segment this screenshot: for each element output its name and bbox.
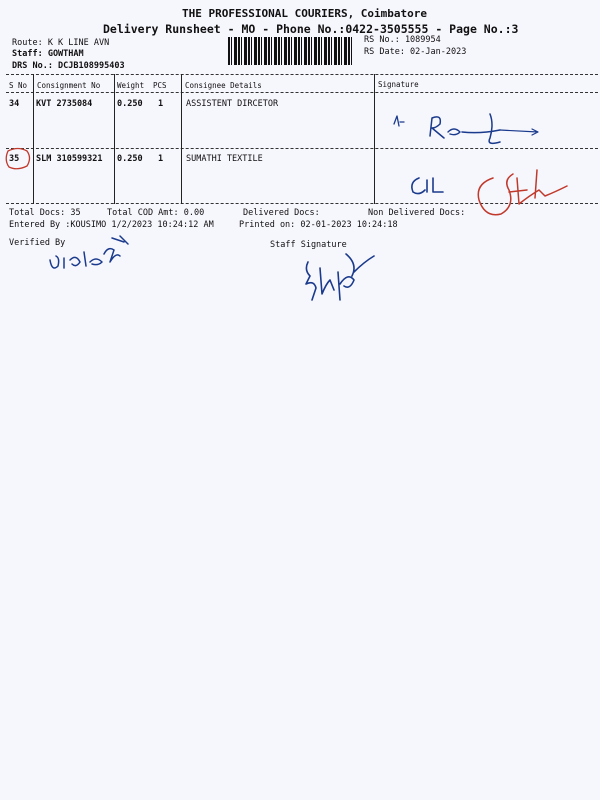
drs-number: DRS No.: DCJB108995403 [12, 61, 125, 71]
col-header-sno: S No [9, 81, 28, 90]
row-consignee: ASSISTENT DIRCETOR [186, 99, 279, 109]
row-weight: 0.250 [117, 154, 143, 164]
company-title: THE PROFESSIONAL COURIERS, Coimbatore [182, 7, 428, 20]
total-cod-amount: Total COD Amt: 0.00 [107, 208, 205, 218]
route-label: Route: K K LINE AVN [12, 38, 110, 48]
column-rule [374, 74, 375, 204]
row-sno: 35 [9, 154, 20, 164]
rs-number: RS No.: 1089954 [364, 35, 441, 45]
entered-by: Entered By :KOUSIMO 1/2/2023 10:24:12 AM [9, 220, 214, 230]
non-delivered-docs: Non Delivered Docs: [368, 208, 466, 218]
verified-by-signature [46, 232, 146, 278]
barcode [228, 37, 352, 65]
row-consignment: SLM 310599321 [36, 154, 103, 164]
col-header-signature: Signature [378, 80, 419, 89]
row-consignee: SUMATHI TEXTILE [186, 154, 263, 164]
rs-date: RS Date: 02-Jan-2023 [364, 47, 467, 57]
column-rule [181, 74, 182, 204]
staff-signature-label: Staff Signature [270, 240, 347, 250]
col-header-weight: Weight [117, 81, 145, 90]
staff-label: Staff: GOWTHAM [12, 49, 84, 59]
divider [6, 92, 598, 93]
total-docs: Total Docs: 35 [9, 208, 81, 218]
col-header-consignee: Consignee Details [185, 81, 262, 90]
signature-row-34 [390, 108, 550, 150]
row-weight: 0.250 [117, 99, 143, 109]
delivered-docs: Delivered Docs: [243, 208, 320, 218]
row-consignment: KVT 2735084 [36, 99, 93, 109]
verified-by-label: Verified By [9, 238, 66, 248]
runsheet-subtitle: Delivery Runsheet - MO - Phone No.:0422-3505555 - Page No.:3 [103, 22, 519, 36]
divider [6, 74, 598, 75]
red-circle-mark [2, 146, 34, 172]
printed-on: Printed on: 02-01-2023 10:24:18 [239, 220, 398, 230]
column-rule [114, 74, 115, 204]
staff-signature [296, 250, 386, 306]
row-sno: 34 [9, 99, 20, 109]
col-header-consignment: Consignment No [37, 81, 101, 90]
column-rule [33, 74, 34, 204]
row-pcs: 1 [158, 154, 164, 164]
col-header-pcs: PCS [153, 81, 167, 90]
row-pcs: 1 [158, 99, 164, 109]
